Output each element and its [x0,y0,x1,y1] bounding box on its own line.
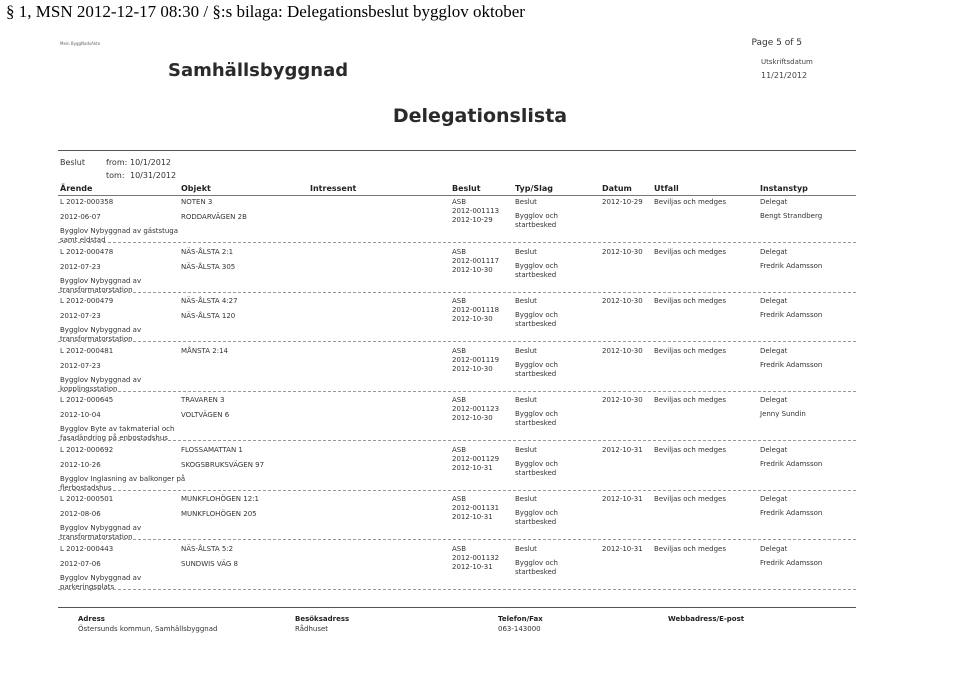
handlaggare: Jenny Sundin [760,410,806,418]
footer-besok-value: Rådhuset [295,625,329,633]
objekt-property: NÄS-ÅLSTA 2:1 [181,247,234,256]
datum: 2012-10-31 [602,445,643,454]
utfall: Beviljas och medges [654,198,727,206]
table-row [0,395,960,444]
beslut-date: 2012-10-31 [452,562,493,571]
arende-description: Bygglov Nybyggnad av [60,573,142,582]
utfall: Beviljas och medges [654,297,727,305]
header-datum: Datum [602,184,632,193]
handlaggare: Fredrik Adamsson [760,360,823,369]
objekt-address: VOLTVÄGEN 6 [181,411,230,419]
arende-description-cont: fasadändring på enbostadshus [60,434,168,442]
objekt-address: SKOGSBRUKSVÄGEN 97 [181,460,265,469]
beslut-number: 2012-001132 [452,553,500,562]
beslutsfattare: ASB [452,297,467,305]
instanstyp: Delegat [760,544,788,553]
arende-date: 2012-08-06 [60,510,101,518]
utfall: Beviljas och medges [654,396,727,404]
objekt-property: MUNKFLOHÖGEN 12:1 [181,495,259,503]
arende-number: L 2012-000478 [60,247,114,256]
arende-description-cont: flerbostadshus [60,483,112,492]
row-divider [58,539,856,540]
beslutsfattare: ASB [452,495,467,503]
table-row [0,247,960,296]
arende-date: 2012-07-23 [60,312,101,320]
objekt-address: RODDARVÄGEN 2B [181,213,247,221]
typ-slag-cont: startbesked [515,369,557,378]
table-row [0,544,960,593]
org-name: Samhällsbyggnad [168,60,349,81]
table-row [0,445,960,494]
window-title: § 1, MSN 2012-12-17 08:30 / §:s bilaga: Delegationsbeslut bygglov oktober [6,2,525,21]
utfall: Beviljas och medges [654,346,727,355]
handlaggare: Fredrik Adamsson [760,558,823,567]
datum: 2012-10-30 [602,247,643,256]
arende-description-cont: transformatorstation [60,335,133,343]
typ-slag: Bygglov och [515,311,558,319]
datum: 2012-10-30 [602,346,643,355]
beslut-date: 2012-10-31 [452,513,493,521]
beslut-date: 2012-10-30 [452,265,493,274]
logo-text: Mein ByggNadsAkte [60,41,101,46]
arende-date: 2012-06-07 [60,213,101,221]
beslut-date: 2012-10-29 [452,216,493,224]
instanstyp: Delegat [760,247,788,256]
datum: 2012-10-30 [602,297,643,305]
typ-slag: Bygglov och [515,212,558,220]
row-divider [58,242,856,243]
datum: 2012-10-31 [602,495,643,503]
typ-slag: Bygglov och [515,509,558,517]
arende-number: L 2012-000692 [60,445,114,454]
filter-to-value: 10/31/2012 [130,171,177,180]
typ-slag-cont: startbesked [515,270,557,279]
footer-adress-label: Adress [78,615,105,623]
arende-number: L 2012-000443 [60,544,114,553]
beslut-number: 2012-001113 [452,207,500,215]
beslut-number: 2012-001117 [452,256,500,265]
utfall: Beviljas och medges [654,247,727,256]
header-intressent: Intressent [310,184,357,193]
datum: 2012-10-31 [602,544,643,553]
beslut-number: 2012-001119 [452,355,500,364]
arende-description-cont: parkeringsplats [60,582,115,591]
beslutsfattare: ASB [452,346,467,355]
typ-slag-cont: startbesked [515,221,557,229]
print-date: 11/21/2012 [761,71,808,80]
beslut-date: 2012-10-30 [452,364,493,373]
filter-from-label: from: [106,158,128,167]
footer-telefon-value: 063-143000 [498,625,541,633]
print-date-label: Utskriftsdatum [761,58,813,66]
arende-date: 2012-07-23 [60,262,101,271]
arende-date: 2012-10-04 [60,411,101,419]
row-divider [58,490,856,491]
header-utfall: Utfall [654,184,679,193]
footer-besok-label: Besöksadress [295,615,350,623]
objekt-property: FLOSSAMATTAN 1 [181,445,243,454]
utfall: Beviljas och medges [654,495,727,503]
header-arende: Ärende [60,184,93,193]
row-divider [58,341,856,342]
arende-description-cont: kopplingsstation [60,384,118,393]
header-objekt: Objekt [181,184,211,193]
typ-beslut: Beslut [515,346,537,355]
footer-webb-label: Webbadress/E-post [668,615,745,623]
beslut-number: 2012-001131 [452,504,500,512]
objekt-address: NÄS-ÅLSTA 120 [181,312,236,320]
handlaggare: Fredrik Adamsson [760,459,823,468]
objekt-address: NÄS-ÅLSTA 305 [181,262,236,271]
objekt-property: NOTEN 3 [181,198,213,206]
objekt-address: MUNKFLOHÖGEN 205 [181,510,257,518]
handlaggare: Fredrik Adamsson [760,261,823,270]
typ-slag-cont: startbesked [515,567,557,576]
header-instanstyp: Instanstyp [760,184,808,193]
arende-number: L 2012-000501 [60,495,114,503]
filter-to-label: tom: [106,171,125,180]
typ-slag-cont: startbesked [515,518,557,526]
beslut-number: 2012-001129 [452,454,500,463]
typ-beslut: Beslut [515,198,537,206]
page-number: Page 5 of 5 [751,38,802,48]
handlaggare: Fredrik Adamsson [760,311,823,319]
typ-beslut: Beslut [515,396,537,404]
typ-beslut: Beslut [515,495,537,503]
typ-slag: Bygglov och [515,558,558,567]
arende-number: L 2012-000481 [60,346,114,355]
beslutsfattare: ASB [452,247,467,256]
typ-slag: Bygglov och [515,360,558,369]
table-row [0,494,960,543]
objekt-property: NÄS-ÅLSTA 4:27 [181,297,238,305]
arende-description-cont: samt eldstad [60,236,106,244]
beslut-date: 2012-10-30 [452,315,493,323]
header-typ-slag: Typ/Slag [515,184,553,193]
arende-description: Bygglov Nybyggnad av [60,326,142,334]
objekt-property: TRAVAREN 3 [181,396,225,404]
footer-telefon-label: Telefon/Fax [498,615,543,623]
arende-number: L 2012-000479 [60,297,114,305]
footer-adress-value: Östersunds kommun, Samhällsbyggnad [78,625,218,633]
document-title: Delegationslista [392,105,568,127]
footer-divider [58,607,856,608]
arende-date: 2012-07-23 [60,361,101,370]
objekt-property: NÄS-ÅLSTA 5:2 [181,544,234,553]
typ-beslut: Beslut [515,445,537,454]
table-row [0,197,960,246]
beslutsfattare: ASB [452,198,467,206]
top-divider [58,150,856,151]
typ-slag-cont: startbesked [515,320,557,328]
instanstyp: Delegat [760,445,788,454]
typ-beslut: Beslut [515,544,537,553]
table-row [0,346,960,395]
objekt-address: SUNDWIS VÄG 8 [181,559,238,568]
arende-description: Bygglov Nybyggnad av [60,524,142,532]
handlaggare: Fredrik Adamsson [760,509,823,517]
arende-date: 2012-10-26 [60,460,101,469]
beslut-date: 2012-10-30 [452,414,493,422]
typ-slag: Bygglov och [515,459,558,468]
beslut-number: 2012-001118 [452,306,500,314]
typ-beslut: Beslut [515,297,537,305]
arende-number: L 2012-000358 [60,198,114,206]
instanstyp: Delegat [760,346,788,355]
beslutsfattare: ASB [452,396,467,404]
table-row [0,296,960,345]
arende-description: Bygglov Nybyggnad av gäststuga [60,227,179,235]
instanstyp: Delegat [760,198,788,206]
arende-description-cont: transformatorstation [60,285,133,294]
typ-beslut: Beslut [515,247,537,256]
arende-description: Bygglov Nybyggnad av [60,375,142,384]
handlaggare: Bengt Strandberg [760,212,823,220]
typ-slag-cont: startbesked [515,468,557,477]
objekt-property: MÅNSTA 2:14 [181,346,228,355]
beslut-number: 2012-001123 [452,405,500,413]
arende-number: L 2012-000645 [60,396,114,404]
arende-date: 2012-07-06 [60,559,101,568]
instanstyp: Delegat [760,396,788,404]
utfall: Beviljas och medges [654,445,727,454]
datum: 2012-10-30 [602,396,643,404]
header-divider [58,195,856,196]
typ-slag: Bygglov och [515,261,558,270]
datum: 2012-10-29 [602,198,643,206]
arende-description: Bygglov Nybyggnad av [60,276,142,285]
arende-description-cont: transformatorstation [60,533,133,541]
row-divider [58,589,856,590]
row-divider [58,292,856,293]
row-divider [58,440,856,441]
beslut-date: 2012-10-31 [452,463,493,472]
arende-description: Bygglov Inglasning av balkonger på [60,474,186,483]
beslutsfattare: ASB [452,445,467,454]
instanstyp: Delegat [760,297,788,305]
filter-label: Beslut [60,158,86,167]
beslutsfattare: ASB [452,544,467,553]
arende-description: Bygglov Byte av takmaterial och [60,425,175,433]
typ-slag-cont: startbesked [515,419,557,427]
instanstyp: Delegat [760,495,788,503]
row-divider [58,391,856,392]
utfall: Beviljas och medges [654,544,727,553]
typ-slag: Bygglov och [515,410,558,418]
filter-from-value: 10/1/2012 [130,158,172,167]
header-beslut: Beslut [452,184,481,193]
